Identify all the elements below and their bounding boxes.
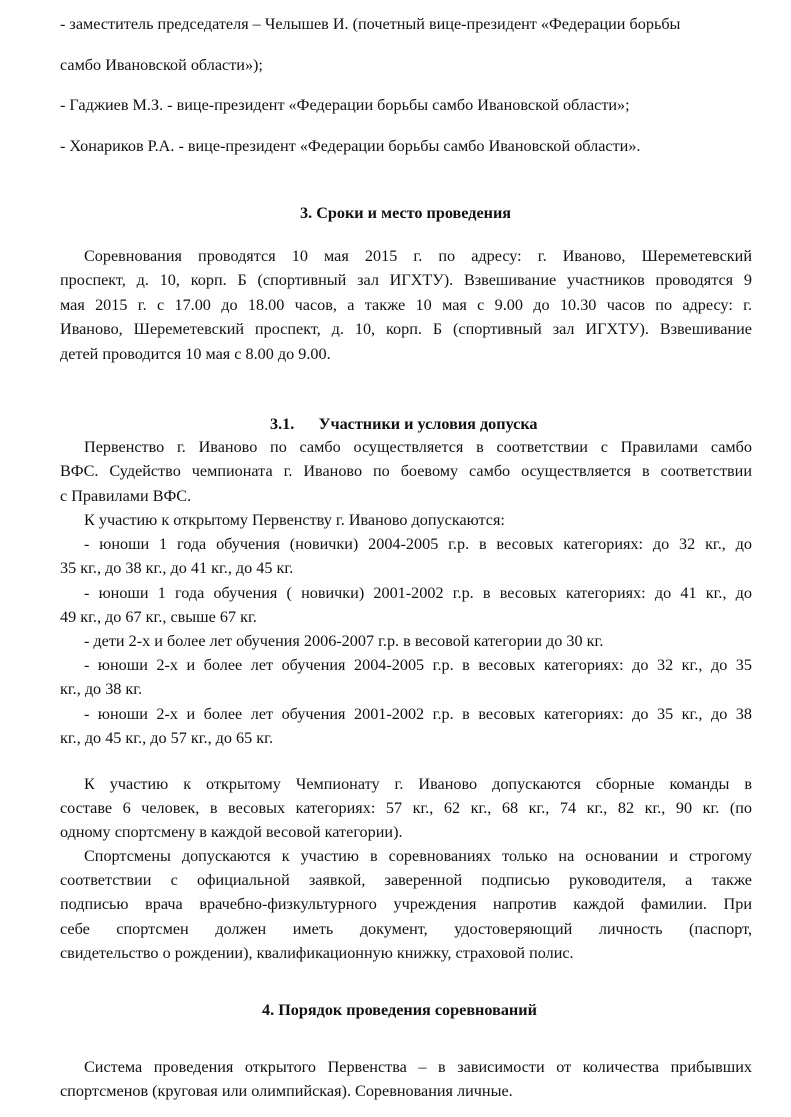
section-3-1-heading: 3.1. Участники и условия допуска — [270, 415, 538, 433]
section-3-1-paragraph-line: Первенство г. Иваново по самбо осуществляется в соответствии с Правилами самбо — [84, 438, 752, 456]
category-list-line: 35 кг., до 38 кг., до 41 кг., до 45 кг. — [60, 559, 294, 577]
admission-intro: К участию к открытому Первенству г. Иваново допускаются: — [84, 511, 505, 529]
category-list-line: - юноши 2-х и более лет обучения 2001-2002 г.р. в весовых категориях: до 35 кг., до 38 — [84, 705, 752, 723]
intro-line-1: - заместитель председателя – Челышев И. (почетный вице-президент «Федерации борьбы — [60, 15, 681, 33]
category-list-line: кг., до 38 кг. — [60, 680, 143, 698]
intro-line-3: - Гаджиев М.З. - вице-президент «Федерации борьбы самбо Ивановской области»; — [60, 96, 630, 114]
category-list-line: - юноши 1 года обучения ( новички) 2001-2002 г.р. в весовых категориях: до 41 кг., до — [84, 584, 752, 602]
section-3-1-paragraph-line: с Правилами ВФС. — [60, 487, 192, 505]
category-list-line: 49 кг., до 67 кг., свыше 67 кг. — [60, 608, 257, 626]
section-3-paragraph-line: Иваново, Шереметевский проспект, д. 10, корп. Б (спортивный зал ИГХТУ). Взвешивание — [60, 320, 752, 338]
championship-paragraph-line: составе 6 человек, в весовых категориях: 57 кг., 62 кг., 68 кг., 74 кг., 82 кг., 90 кг. (по — [60, 799, 752, 817]
category-list-line: кг., до 45 кг., до 57 кг., до 65 кг. — [60, 729, 274, 747]
athletes-paragraph-line: соответствии с официальной заявкой, заверенной подписью руководителя, а также — [60, 871, 752, 889]
athletes-paragraph-line: Спортсмены допускаются к участию в соревнованиях только на основании и строгому — [84, 847, 752, 865]
intro-line-4: - Хонариков Р.А. - вице-президент «Федерации борьбы самбо Ивановской области». — [60, 137, 641, 155]
championship-paragraph-line: одному спортсмену в каждой весовой категории). — [60, 823, 403, 841]
section-3-paragraph-line: мая 2015 г. с 17.00 до 18.00 часов, а также 10 мая с 9.00 до 10.30 часов по адресу: г. — [60, 296, 752, 314]
section-4-paragraph-line: Система проведения открытого Первенства – в зависимости от количества прибывших — [84, 1058, 752, 1076]
section-3-paragraph-line: детей проводится 10 мая с 8.00 до 9.00. — [60, 345, 331, 363]
athletes-paragraph-line: себе спортсмен должен иметь документ, удостоверяющий личность (паспорт, — [60, 920, 752, 938]
section-4-heading: 4. Порядок проведения соревнований — [262, 1001, 537, 1019]
section-3-1-paragraph-line: ВФС. Судейство чемпионата г. Иваново по боевому самбо осуществляется в соответствии — [60, 462, 752, 480]
section-3-heading: 3. Сроки и место проведения — [300, 204, 512, 222]
section-3-paragraph-line: проспект, д. 10, корп. Б (спортивный зал ИГХТУ). Взвешивание участников проводятся 9 — [60, 271, 752, 289]
athletes-paragraph-line: подписью врача врачебно-физкультурного учреждения напротив каждой фамилии. При — [60, 895, 752, 913]
category-list-line: - юноши 1 года обучения (новички) 2004-2005 г.р. в весовых категориях: до 32 кг., до — [84, 535, 752, 553]
category-list-line: - юноши 2-х и более лет обучения 2004-2005 г.р. в весовых категориях: до 32 кг., до 35 — [84, 656, 752, 674]
section-4-paragraph-line: спортсменов (круговая или олимпийская). Соревнования личные. — [60, 1082, 513, 1100]
athletes-paragraph-line: свидетельство о рождении), квалификационную книжку, страховой полис. — [60, 944, 574, 962]
championship-paragraph-line: К участию к открытому Чемпионату г. Иваново допускаются сборные команды в — [84, 775, 752, 793]
section-3-paragraph-line: Соревнования проводятся 10 мая 2015 г. по адресу: г. Иваново, Шереметевский — [84, 247, 752, 265]
category-list-line: - дети 2-х и более лет обучения 2006-2007 г.р. в весовой категории до 30 кг. — [84, 632, 604, 650]
intro-line-2: самбо Ивановской области»); — [60, 56, 263, 74]
